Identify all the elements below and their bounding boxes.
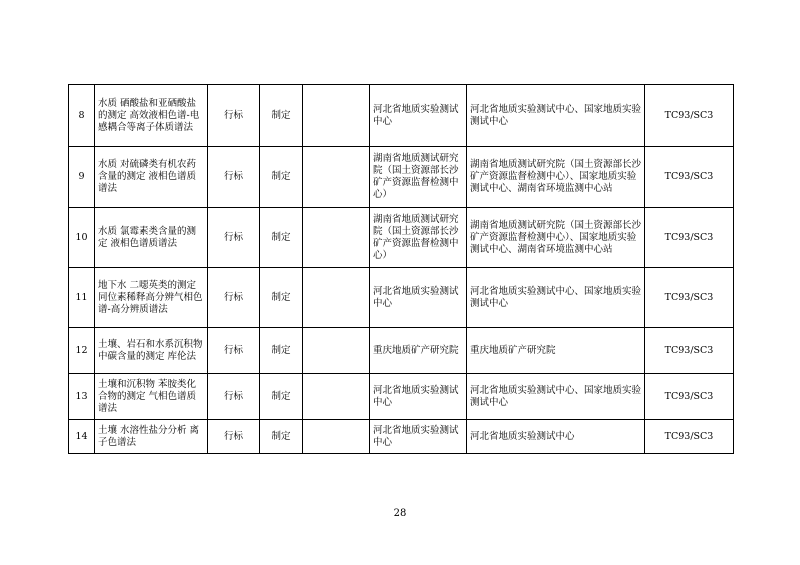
row-number: 12 [69, 328, 95, 374]
standards-table [68, 84, 734, 454]
technical-committee: TC93/SC3 [645, 374, 734, 420]
technical-committee: TC93/SC3 [645, 147, 734, 208]
lead-organization: 河北省地质实验测试中心 [370, 85, 467, 147]
empty-cell [303, 147, 370, 208]
standard-name: 地下水 二噁英类的测定 同位素稀释高分辨气相色谱-高分辨质谱法 [95, 268, 208, 328]
standard-level: 行标 [208, 85, 260, 147]
standard-level: 行标 [208, 268, 260, 328]
table-row [69, 420, 734, 454]
lead-organization: 重庆地质矿产研究院 [370, 328, 467, 374]
empty-cell [303, 208, 370, 268]
technical-committee: TC93/SC3 [645, 208, 734, 268]
empty-cell [303, 328, 370, 374]
empty-cell [303, 374, 370, 420]
standard-level: 行标 [208, 208, 260, 268]
row-number: 13 [69, 374, 95, 420]
project-type: 制定 [260, 420, 303, 454]
row-number: 14 [69, 420, 95, 454]
drafting-organizations: 河北省地质实验测试中心 [467, 420, 645, 454]
table-body [69, 85, 734, 454]
row-number: 9 [69, 147, 95, 208]
empty-cell [303, 420, 370, 454]
standard-level: 行标 [208, 328, 260, 374]
page-number: 28 [393, 508, 407, 519]
technical-committee: TC93/SC3 [645, 328, 734, 374]
standard-level: 行标 [208, 420, 260, 454]
lead-organization: 河北省地质实验测试中心 [370, 420, 467, 454]
standard-name: 水质 对硫磷类有机农药含量的测定 液相色谱质谱法 [95, 147, 208, 208]
standard-name: 水质 氯霉素类含量的测定 液相色谱质谱法 [95, 208, 208, 268]
lead-organization: 河北省地质实验测试中心 [370, 268, 467, 328]
lead-organization: 湖南省地质测试研究院（国土资源部长沙矿产资源监督检测中心） [370, 147, 467, 208]
standard-level: 行标 [208, 374, 260, 420]
project-type: 制定 [260, 208, 303, 268]
project-type: 制定 [260, 328, 303, 374]
drafting-organizations: 河北省地质实验测试中心、国家地质实验测试中心 [467, 268, 645, 328]
drafting-organizations: 重庆地质矿产研究院 [467, 328, 645, 374]
drafting-organizations: 河北省地质实验测试中心、国家地质实验测试中心 [467, 374, 645, 420]
empty-cell [303, 268, 370, 328]
technical-committee: TC93/SC3 [645, 420, 734, 454]
project-type: 制定 [260, 147, 303, 208]
project-type: 制定 [260, 85, 303, 147]
lead-organization: 河北省地质实验测试中心 [370, 374, 467, 420]
table-row [69, 374, 734, 420]
lead-organization: 湖南省地质测试研究院（国土资源部长沙矿产资源监督检测中心） [370, 208, 467, 268]
empty-cell [303, 85, 370, 147]
table-row [69, 147, 734, 208]
table-row [69, 268, 734, 328]
standard-name: 土壤、岩石和水系沉积物中碳含量的测定 库伦法 [95, 328, 208, 374]
row-number: 10 [69, 208, 95, 268]
table-row [69, 208, 734, 268]
table-row [69, 328, 734, 374]
standard-name: 土壤和沉积物 苯胺类化合物的测定 气相色谱质谱法 [95, 374, 208, 420]
project-type: 制定 [260, 374, 303, 420]
standard-name: 土壤 水溶性盐分分析 离子色谱法 [95, 420, 208, 454]
drafting-organizations: 河北省地质实验测试中心、国家地质实验测试中心 [467, 85, 645, 147]
table-row [69, 85, 734, 147]
row-number: 8 [69, 85, 95, 147]
project-type: 制定 [260, 268, 303, 328]
row-number: 11 [69, 268, 95, 328]
technical-committee: TC93/SC3 [645, 268, 734, 328]
technical-committee: TC93/SC3 [645, 85, 734, 147]
standard-name: 水质 硒酸盐和亚硒酸盐的测定 高效液相色谱-电感耦合等离子体质谱法 [95, 85, 208, 147]
standard-level: 行标 [208, 147, 260, 208]
drafting-organizations: 湖南省地质测试研究院（国土资源部长沙矿产资源监督检测中心）、国家地质实验测试中心、湖南省环境监测中心站 [467, 147, 645, 208]
drafting-organizations: 湖南省地质测试研究院（国土资源部长沙矿产资源监督检测中心）、国家地质实验测试中心、湖南省环境监测中心站 [467, 208, 645, 268]
